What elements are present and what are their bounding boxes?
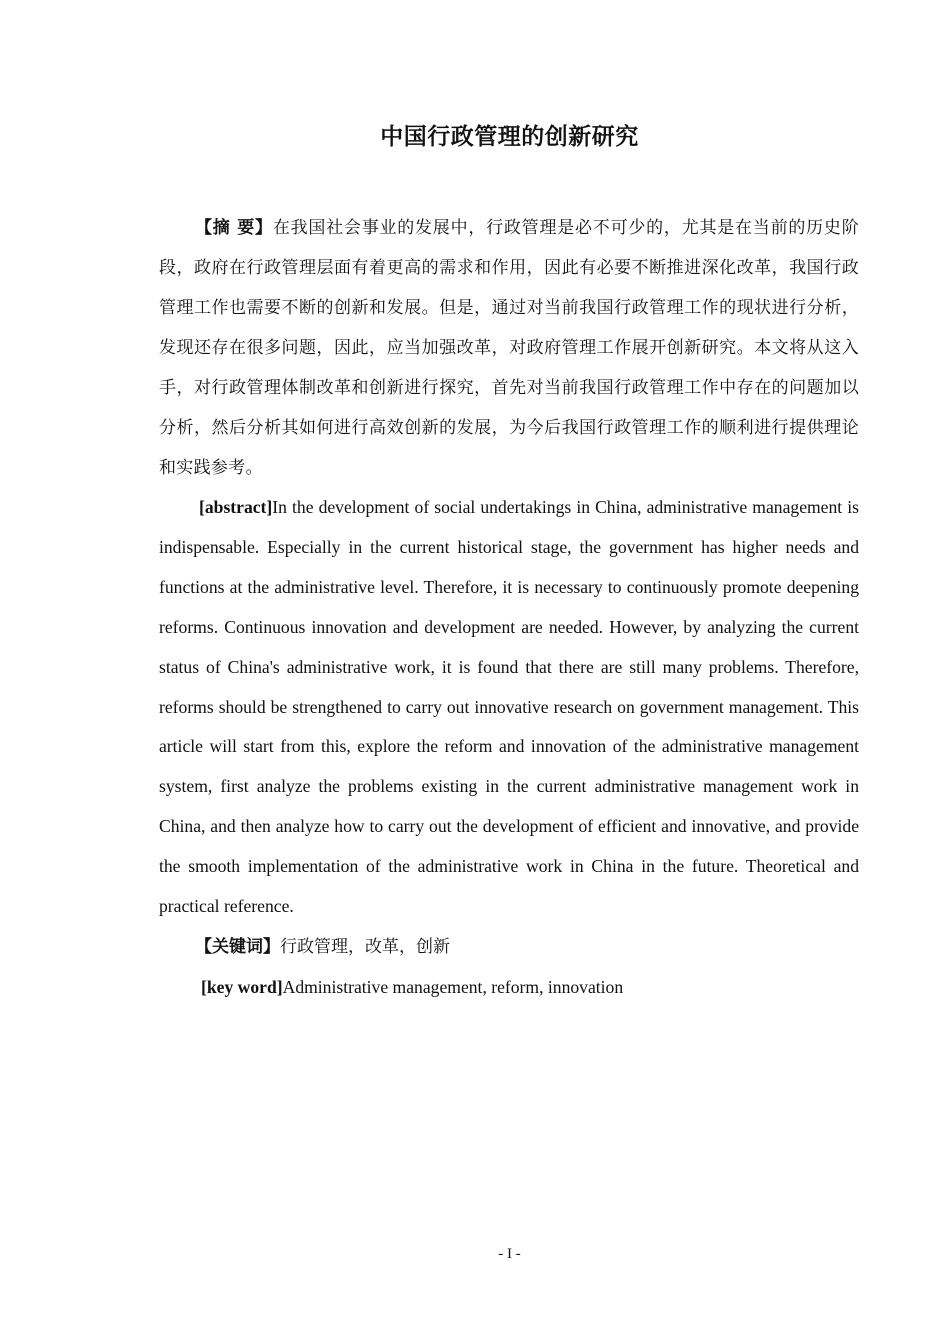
page-number: - I - [498,1246,521,1262]
abstract-en-paragraph [159,488,859,927]
keywords-cn-text: 行政管理，改革，创新 [280,936,450,957]
keywords-cn-line [159,927,859,967]
abstract-cn-label: 【摘 要】 [195,218,273,238]
keywords-en-line [159,967,859,1007]
abstract-en-text: In the development of social undertakings in China, administrative management is indispensable. Especially in the current historical stage, the government has higher needs and functions at the administrative level. Therefore, it is necessary to continuously promote deepening reforms. Continuous innovation and development are needed. However, by analyzing the current status of China's administrative work, it is found that there are still many problems. Therefore, reforms should be strengthened to carry out innovative research on government management. This article will start from this, explore the reform and innovation of the administrative management system, first analyze the problems existing in the current administrative management work in China, and then analyze how to carry out the development of efficient and innovative, and provide the smooth implementation of the administrative work in China in the future. Theoretical and practical reference. [159,497,859,917]
keywords-en-text: Administrative management, reform, innovation [282,976,624,997]
keywords-cn-label: 【关键词】 [195,936,280,957]
abstract-en-label: [abstract] [199,497,273,517]
document-title: 中国行政管理的创新研究 [380,124,639,150]
abstract-cn-paragraph [159,208,859,488]
abstract-cn-text: 在我国社会事业的发展中，行政管理是必不可少的，尤其是在当前的历史阶段，政府在行政管理层面有着更高的需求和作用，因此有必要不断推进深化改革，我国行政管理工作也需要不断的创新和发展。但是，通过对当前我国行政管理工作的现状进行分析，发现还存在很多问题，因此，应当加强改革，对政府管理工作展开创新研究。本文将从这入手，对行政管理体制改革和创新进行探究，首先对当前我国行政管理工作中存在的问题加以分析，然后分析其如何进行高效创新的发展，为今后我国行政管理工作的顺利进行提供理论和实践参考。 [159,218,859,478]
abstract-section [159,208,859,1007]
keywords-en-label: [key word] [201,976,283,997]
